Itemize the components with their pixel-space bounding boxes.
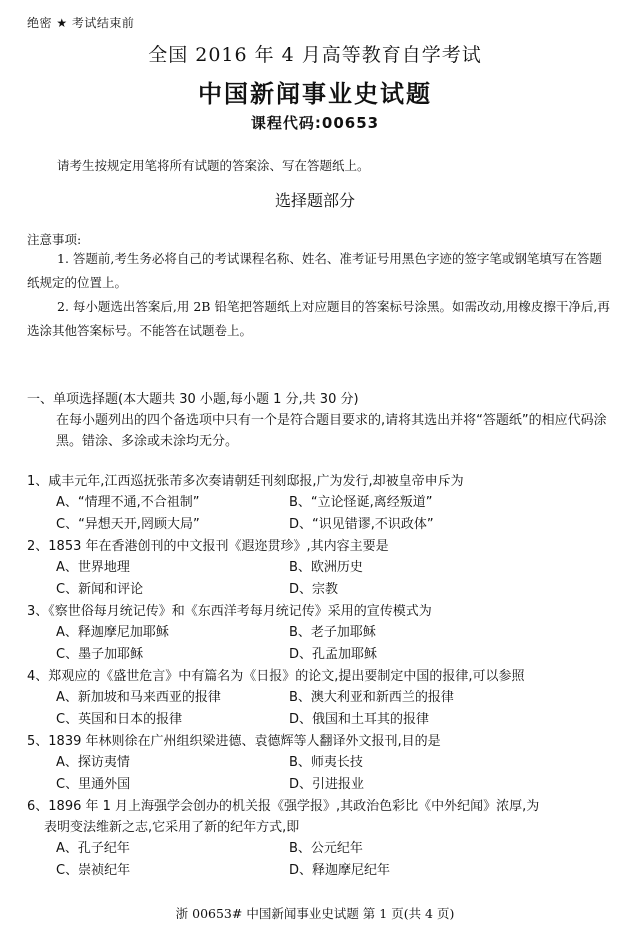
option: B、老子加耶稣	[289, 625, 376, 640]
question	[27, 731, 612, 796]
option: B、师夷长技	[289, 755, 363, 770]
option-row	[27, 514, 612, 536]
option: D、“识见错谬,不识政体”	[289, 517, 434, 532]
option: A、释迦摩尼加耶稣	[56, 625, 169, 640]
section-title: 选择题部分	[274, 191, 355, 210]
option: D、孔孟加耶稣	[289, 647, 378, 662]
option-row	[27, 644, 612, 666]
option: A、“情理不通,不合祖制”	[56, 495, 200, 510]
option-row	[27, 492, 612, 514]
option-row	[27, 622, 612, 644]
question	[27, 796, 612, 882]
part-heading: 一、单项选择题(本大题共 30 小题,每小题 1 分,共 30 分)	[27, 392, 359, 407]
question	[27, 471, 612, 536]
notice-heading: 注意事项:	[27, 232, 82, 247]
question-stem-continued: 表明变法维新之志,它采用了新的纪年方式,即	[44, 820, 300, 835]
option: D、引进报业	[289, 777, 365, 792]
exam-title: 全国 2016 年 4 月高等教育自学考试	[148, 44, 482, 66]
option: C、英国和日本的报律	[56, 712, 183, 727]
option: B、公元纪年	[289, 841, 363, 856]
course-code: 课程代码:00653	[250, 114, 380, 132]
question	[27, 666, 612, 731]
answer-instruction: 请考生按规定用笔将所有试题的答案涂、写在答题纸上。	[57, 158, 370, 173]
option: C、“异想天开,罔顾大局”	[56, 517, 200, 532]
page-footer: 浙 00653# 中国新闻事业史试题 第 1 页(共 4 页)	[175, 906, 455, 921]
question	[27, 536, 612, 601]
option-row	[27, 752, 612, 774]
question-stem: 1、咸丰元年,江西巡抚张芾多次奏请朝廷刊刻邸报,广为发行,却被皇帝申斥为	[27, 474, 464, 489]
option: A、孔子纪年	[56, 841, 130, 856]
option: D、俄国和土耳其的报律	[289, 712, 430, 727]
question-stem: 6、1896 年 1 月上海强学会创办的机关报《强学报》,其政治色彩比《中外纪闻》浓厚,为	[27, 799, 540, 814]
option: A、探访夷情	[56, 755, 130, 770]
option-row	[27, 860, 612, 882]
question	[27, 601, 612, 666]
question-stem: 2、1853 年在香港创刊的中文报刊《遐迩贯珍》,其内容主要是	[27, 539, 389, 554]
option-row	[27, 557, 612, 579]
confidential-label: 绝密 ★ 考试结束前	[27, 16, 135, 30]
option: A、世界地理	[56, 560, 130, 575]
option-row	[27, 579, 612, 601]
option-row	[27, 838, 612, 860]
option: D、宗教	[289, 582, 339, 597]
option: A、新加坡和马来西亚的报律	[56, 690, 221, 705]
option: C、里通外国	[56, 777, 131, 792]
option: B、“立论怪诞,离经叛道”	[289, 495, 433, 510]
part-description: 在每小题列出的四个备选项中只有一个是符合题目要求的,请将其选出并将“答题纸”的相应代码涂黑。错涂、多涂或未涂均无分。	[56, 413, 607, 449]
option-row	[27, 774, 612, 796]
subject-title: 中国新闻事业史试题	[198, 80, 432, 108]
option: B、澳大利亚和新西兰的报律	[289, 690, 454, 705]
question-stem: 3、《察世俗每月统记传》和《东西洋考每月统记传》采用的宣传模式为	[27, 604, 432, 619]
option: C、新闻和评论	[56, 582, 144, 597]
option: C、崇祯纪年	[56, 863, 131, 878]
option: C、墨子加耶稣	[56, 647, 144, 662]
notice-item: 2. 每小题选出答案后,用 2B 铅笔把答题纸上对应题目的答案标号涂黑。如需改动,用橡皮擦干净后,再选涂其他答案标号。不能答在试题卷上。	[27, 299, 610, 338]
option: D、释迦摩尼纪年	[289, 863, 391, 878]
option-row	[27, 687, 612, 709]
option: B、欧洲历史	[289, 560, 363, 575]
option-row	[27, 709, 612, 731]
question-stem: 5、1839 年林则徐在广州组织梁进德、袁德辉等人翻译外文报刊,目的是	[27, 734, 441, 749]
notice-item: 1. 答题前,考生务必将自己的考试课程名称、姓名、准考证号用黑色字迹的签字笔或钢笔填写在答题纸规定的位置上。	[27, 251, 602, 290]
question-stem: 4、郑观应的《盛世危言》中有篇名为《日报》的论文,提出要制定中国的报律,可以参照	[27, 669, 525, 684]
